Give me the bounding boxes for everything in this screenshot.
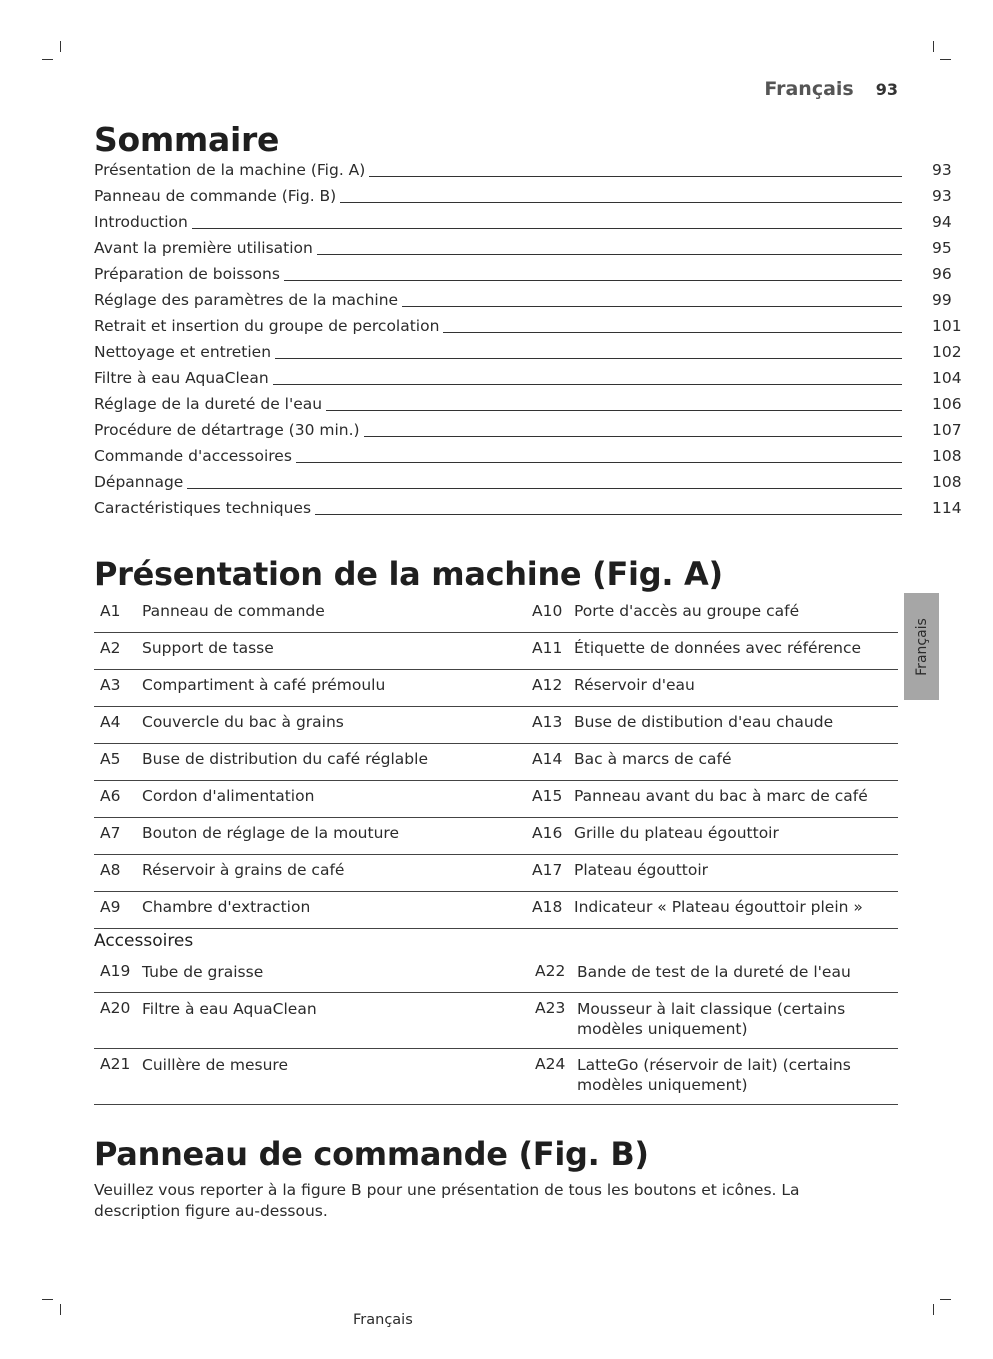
- toc-entry-title: Préparation de boissons: [94, 265, 280, 283]
- part-label: Couvercle du bac à grains: [142, 713, 344, 731]
- part-code: A9: [100, 898, 121, 916]
- part-label: Indicateur « Plateau égouttoir plein »: [574, 898, 863, 916]
- crop-mark: [933, 41, 934, 52]
- toc-entry-title: Réglage de la dureté de l'eau: [94, 395, 323, 413]
- toc-entry-page: 106: [932, 395, 962, 413]
- table-row: [94, 670, 898, 707]
- toc-leader-line: [273, 367, 902, 385]
- toc-entry[interactable]: [94, 343, 962, 369]
- toc-entry[interactable]: [94, 369, 962, 395]
- toc-entry-page: 95: [932, 239, 952, 257]
- accessories-title: Accessoires: [94, 931, 194, 951]
- language-side-tab: [904, 593, 939, 700]
- toc-entry-title: Retrait et insertion du groupe de percolation: [94, 317, 440, 335]
- toc-entry-page: 93: [932, 161, 952, 179]
- table-row: [94, 707, 898, 744]
- part-code: A1: [100, 602, 121, 620]
- toc-entry[interactable]: [94, 265, 952, 291]
- table-row: [94, 633, 898, 670]
- table-row: [94, 744, 898, 781]
- toc-entry[interactable]: [94, 291, 952, 317]
- part-code: A8: [100, 861, 121, 879]
- toc-entry-page: 102: [932, 343, 962, 361]
- toc-entry-title: Dépannage: [94, 473, 184, 491]
- part-label: Support de tasse: [142, 639, 274, 657]
- toc-leader-line: [275, 341, 902, 359]
- toc-leader-line: [369, 159, 902, 177]
- toc-entry-title: Caractéristiques techniques: [94, 499, 312, 517]
- table-row: [94, 956, 898, 993]
- toc-entry-title: Filtre à eau AquaClean: [94, 369, 269, 387]
- side-tab-label: Français: [913, 617, 930, 676]
- part-label: Étiquette de données avec référence: [574, 639, 862, 657]
- part-label: Mousseur à lait classique (certains modèles uniquement): [577, 1000, 846, 1038]
- toc-entry-page: 107: [932, 421, 962, 439]
- toc-entry-page: 93: [932, 187, 952, 205]
- part-label: Bouton de réglage de la mouture: [142, 824, 399, 842]
- part-label: Plateau égouttoir: [574, 861, 709, 879]
- crop-mark: [940, 1299, 951, 1300]
- part-label: Buse de distribution du café réglable: [142, 750, 428, 768]
- page-header: [764, 78, 898, 100]
- toc-leader-line: [315, 497, 902, 515]
- part-code: A20: [100, 999, 131, 1017]
- toc-entry-page: 108: [932, 473, 962, 491]
- part-code: A3: [100, 676, 121, 694]
- part-code: A4: [100, 713, 121, 731]
- header-language: Français: [764, 78, 854, 100]
- crop-mark: [940, 59, 951, 60]
- part-label: Panneau de commande: [142, 602, 325, 620]
- toc-leader-line: [317, 237, 902, 255]
- toc-entry[interactable]: [94, 395, 962, 421]
- page-number: 93: [875, 80, 898, 99]
- toc-entry-page: 96: [932, 265, 952, 283]
- toc-entry-title: Commande d'accessoires: [94, 447, 292, 465]
- accessories-table: [94, 956, 898, 1105]
- part-code: A14: [532, 750, 563, 768]
- toc-entry-page: 94: [932, 213, 952, 231]
- table-row: [94, 993, 898, 1049]
- part-label: Compartiment à café prémoulu: [142, 676, 386, 694]
- table-of-contents: [94, 161, 962, 525]
- toc-entry[interactable]: [94, 187, 952, 213]
- crop-mark: [60, 1304, 61, 1315]
- table-row: [94, 818, 898, 855]
- toc-leader-line: [443, 315, 902, 333]
- section-title-presentation: Présentation de la machine (Fig. A): [94, 555, 723, 593]
- toc-entry-title: Présentation de la machine (Fig. A): [94, 161, 366, 179]
- part-label: Cordon d'alimentation: [142, 787, 315, 805]
- part-code: A21: [100, 1055, 131, 1073]
- toc-entry-page: 108: [932, 447, 962, 465]
- part-code: A13: [532, 713, 563, 731]
- part-label: Tube de graisse: [142, 963, 264, 981]
- part-code: A15: [532, 787, 563, 805]
- toc-entry[interactable]: [94, 447, 962, 473]
- toc-entry-title: Procédure de détartrage (30 min.): [94, 421, 360, 439]
- part-code: A12: [532, 676, 563, 694]
- table-row: [94, 892, 898, 929]
- section-title-panneau: Panneau de commande (Fig. B): [94, 1135, 649, 1173]
- toc-entry-title: Réglage des paramètres de la machine: [94, 291, 399, 309]
- part-label: Réservoir d'eau: [574, 676, 695, 694]
- part-label: Grille du plateau égouttoir: [574, 824, 779, 842]
- part-label: Chambre d'extraction: [142, 898, 311, 916]
- part-code: A24: [535, 1055, 566, 1073]
- crop-mark: [60, 41, 61, 52]
- toc-entry-page: 114: [932, 499, 962, 517]
- toc-entry-title: Avant la première utilisation: [94, 239, 313, 257]
- toc-leader-line: [326, 393, 902, 411]
- part-label: Bac à marcs de café: [574, 750, 732, 768]
- crop-mark: [933, 1304, 934, 1315]
- toc-entry[interactable]: [94, 239, 952, 265]
- toc-entry-title: Panneau de commande (Fig. B): [94, 187, 337, 205]
- table-row: [94, 855, 898, 892]
- crop-mark: [42, 1299, 53, 1300]
- part-code: A7: [100, 824, 121, 842]
- toc-leader-line: [192, 211, 902, 229]
- part-code: A16: [532, 824, 563, 842]
- toc-entry-page: 99: [932, 291, 952, 309]
- part-code: A10: [532, 602, 563, 620]
- part-code: A22: [535, 962, 566, 980]
- table-row: [94, 1049, 898, 1105]
- parts-table: [94, 596, 898, 929]
- toc-entry-page: 101: [932, 317, 962, 335]
- toc-entry[interactable]: [94, 161, 952, 187]
- part-label: Panneau avant du bac à marc de café: [574, 787, 868, 805]
- part-code: A19: [100, 962, 131, 980]
- toc-entry[interactable]: [94, 213, 952, 239]
- part-code: A17: [532, 861, 563, 879]
- part-label: Porte d'accès au groupe café: [574, 602, 800, 620]
- part-label: Réservoir à grains de café: [142, 861, 345, 879]
- page-footer: Français: [353, 1312, 413, 1328]
- part-label: Filtre à eau AquaClean: [142, 1000, 317, 1018]
- toc-leader-line: [187, 471, 902, 489]
- panneau-description: Veuillez vous reporter à la figure B pour une présentation de tous les boutons et icônes. La description figure au-dessous.: [94, 1181, 800, 1220]
- toc-entry-title: Introduction: [94, 213, 188, 231]
- toc-entry-title: Nettoyage et entretien: [94, 343, 272, 361]
- part-code: A11: [532, 639, 563, 657]
- part-code: A23: [535, 999, 566, 1017]
- part-label: Buse de distibution d'eau chaude: [574, 713, 834, 731]
- toc-leader-line: [340, 185, 902, 203]
- crop-mark: [42, 59, 53, 60]
- toc-entry[interactable]: [94, 317, 962, 343]
- part-code: A2: [100, 639, 121, 657]
- toc-entry[interactable]: [94, 473, 962, 499]
- table-row: [94, 596, 898, 633]
- toc-leader-line: [364, 419, 902, 437]
- toc-leader-line: [402, 289, 902, 307]
- toc-leader-line: [284, 263, 902, 281]
- part-label: LatteGo (réservoir de lait) (certains modèles uniquement): [577, 1056, 851, 1094]
- toc-title: Sommaire: [94, 120, 280, 159]
- part-label: Cuillère de mesure: [142, 1056, 289, 1074]
- toc-entry-page: 104: [932, 369, 962, 387]
- toc-entry[interactable]: [94, 421, 962, 447]
- part-code: A18: [532, 898, 563, 916]
- part-code: A5: [100, 750, 121, 768]
- part-label: Bande de test de la dureté de l'eau: [577, 963, 851, 981]
- table-row: [94, 781, 898, 818]
- toc-entry[interactable]: [94, 499, 962, 525]
- toc-leader-line: [296, 445, 902, 463]
- part-code: A6: [100, 787, 121, 805]
